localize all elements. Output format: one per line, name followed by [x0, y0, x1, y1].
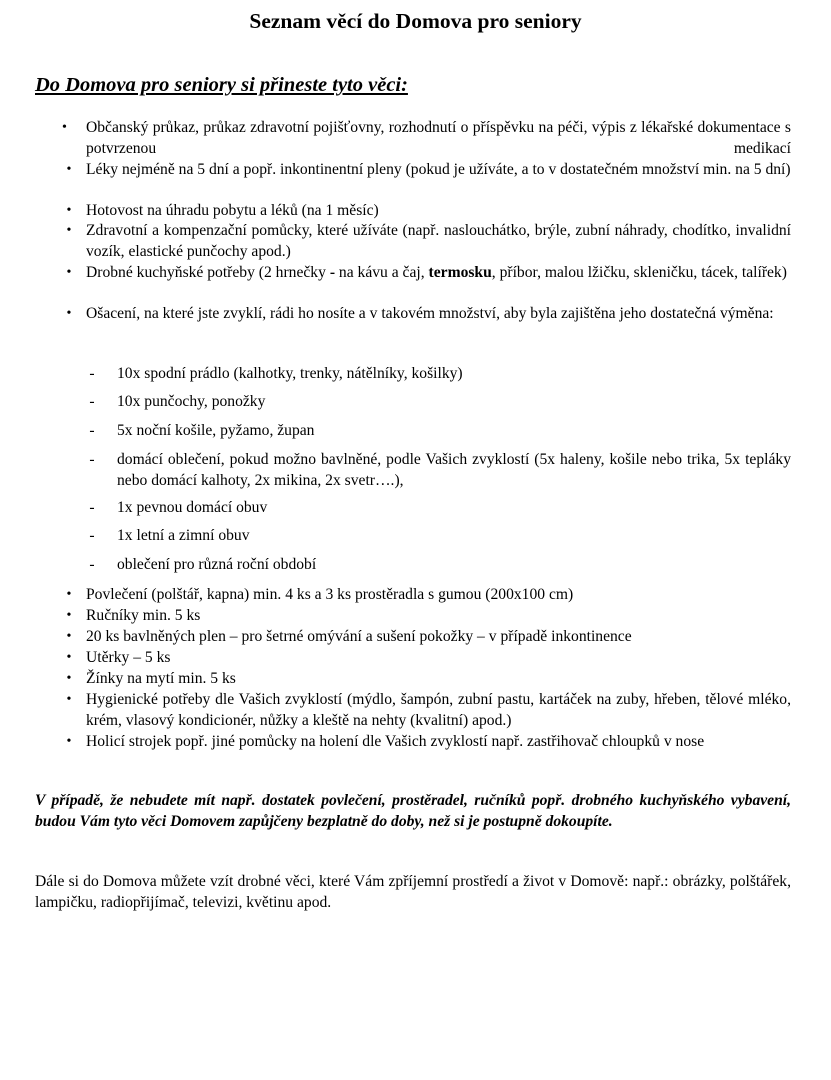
list-item	[66, 201, 791, 222]
dash-icon: -	[89, 499, 95, 516]
list-item-text: Občanský průkaz, průkaz zdravotní pojišťovny, rozhodnutí o příspěvku na péči, výpis z lékařské dokumentace s potvrzenou medikací	[86, 119, 791, 157]
dash-icon: -	[89, 365, 95, 382]
bullet-icon: •	[66, 203, 72, 218]
clothing-subitem	[89, 526, 791, 547]
list-item-text: Žínky na mytí min. 5 ks	[86, 670, 236, 687]
list-item	[66, 160, 791, 181]
kitchen-text-start: Drobné kuchyňské potřeby (2 hrnečky	[86, 264, 330, 281]
subitem-text: 1x pevnou domácí obuv	[117, 499, 268, 516]
bullet-icon: •	[66, 265, 72, 280]
bullet-icon: •	[66, 306, 72, 321]
dash-icon: -	[89, 556, 95, 573]
list-item-text: Ošacení, na které jste zvyklí, rádi ho nosíte a v takovém množství, aby byla zajištěna jeho dostatečná výměna:	[86, 305, 774, 322]
bullet-icon: •	[62, 120, 67, 135]
dash-icon: -	[89, 393, 95, 410]
clothing-subitem	[89, 364, 791, 385]
bullet-icon: •	[66, 223, 72, 238]
list-item-text: Léky nejméně na 5 dní a popř. inkontinentní pleny (pokud je užíváte, a to v dostatečném množství min. na 5 dní)	[86, 161, 791, 178]
clothing-subitem	[89, 450, 791, 491]
kitchen-bold-word: termosku	[428, 264, 492, 281]
loan-note: V případě, že nebudete mít např. dostatek povlečení, prostěradel, ručníků popř. drobného kuchyňského vybavení, budou Vám tyto věci Domovem zapůjčeny bezplatně do doby, než si je postupně dokoupíte.	[35, 792, 791, 830]
list-item-text: Hotovost na úhradu pobytu a léků (na 1 měsíc)	[86, 202, 379, 219]
dash-icon: -	[89, 422, 95, 439]
list-item	[66, 669, 791, 690]
bullet-icon: •	[66, 162, 72, 177]
list-item-text: Ručníky min. 5 ks	[86, 607, 201, 624]
bullet-icon: •	[66, 650, 72, 665]
list-item-text: Povlečení (polštář, kapna) min. 4 ks a 3 ks prostěradla s gumou (200x100 cm)	[86, 586, 574, 603]
subitem-text: domácí oblečení, pokud možno bavlněné, podle Vašich zvyklostí (5x haleny, košile nebo trika, 5x tepláky nebo domácí kalhoty, 2x mikina, 2x svetr….),	[117, 451, 791, 489]
dash-icon: -	[89, 451, 95, 468]
subitem-text: 10x punčochy, ponožky	[117, 393, 266, 410]
list-item-clothing	[66, 304, 791, 325]
document-title: Seznam věcí do Domova pro seniory	[249, 9, 582, 33]
list-item-text: Hygienické potřeby dle Vašich zvyklostí (mýdlo, šampón, zubní pastu, kartáček na zuby, hřeben, tělové mléko, krém, vlasový kondicionér, nůžky a kleště na nehty (kvalitní) apod.)	[86, 691, 791, 729]
bullet-icon: •	[66, 734, 72, 749]
subitem-text: 1x letní a zimní obuv	[117, 527, 250, 544]
footer-paragraph: Dále si do Domova můžete vzít drobné věci, které Vám zpříjemní prostředí a život v Domově: např.: obrázky, polštářek, lampičku, radiopřijímač, televizi, květinu apod.	[35, 873, 791, 911]
subitem-text: 10x spodní prádlo (kalhotky, trenky, nátělníky, košilky)	[117, 365, 463, 382]
list-item	[66, 732, 791, 753]
subitem-text: 5x noční košile, pyžamo, župan	[117, 422, 315, 439]
list-item-text: Holicí strojek popř. jiné pomůcky na holení dle Vašich zvyklostí např. zastřihovač chloupků v nose	[86, 733, 705, 750]
list-item-text: Utěrky – 5 ks	[86, 649, 171, 666]
clothing-subitem	[89, 421, 791, 442]
bullet-icon: •	[66, 692, 72, 707]
clothing-subitem	[89, 498, 791, 519]
bullet-icon: •	[66, 587, 72, 602]
bullet-icon: •	[66, 608, 72, 623]
list-item-text: Zdravotní a kompenzační pomůcky, které užíváte (např. naslouchátko, brýle, zubní náhrady, chodítko, invalidní vozík, elastické punčochy apod.)	[86, 222, 791, 260]
section-heading: Do Domova pro seniory si přineste tyto věci:	[35, 74, 408, 96]
subitem-text: oblečení pro různá roční období	[117, 556, 317, 573]
clothing-subitem	[89, 392, 791, 413]
list-item	[66, 585, 791, 606]
bullet-icon: •	[66, 671, 72, 686]
bullet-icon: •	[66, 629, 72, 644]
list-item-kitchen	[66, 263, 791, 284]
list-item	[66, 606, 791, 627]
dash-icon: -	[89, 527, 95, 544]
list-item	[62, 118, 791, 159]
kitchen-text-middle: na kávu a čaj,	[335, 264, 429, 281]
list-item-text: 20 ks bavlněných plen – pro šetrné omývání a sušení pokožky – v případě inkontinence	[86, 628, 632, 645]
list-item	[66, 221, 791, 262]
list-item	[66, 648, 791, 669]
kitchen-text-end: , příbor, malou lžičku, skleničku, tácek, talířek)	[491, 264, 787, 281]
clothing-subitem	[89, 555, 791, 576]
list-item	[66, 690, 791, 731]
list-item	[66, 627, 791, 648]
kitchen-dash: -	[329, 264, 336, 281]
